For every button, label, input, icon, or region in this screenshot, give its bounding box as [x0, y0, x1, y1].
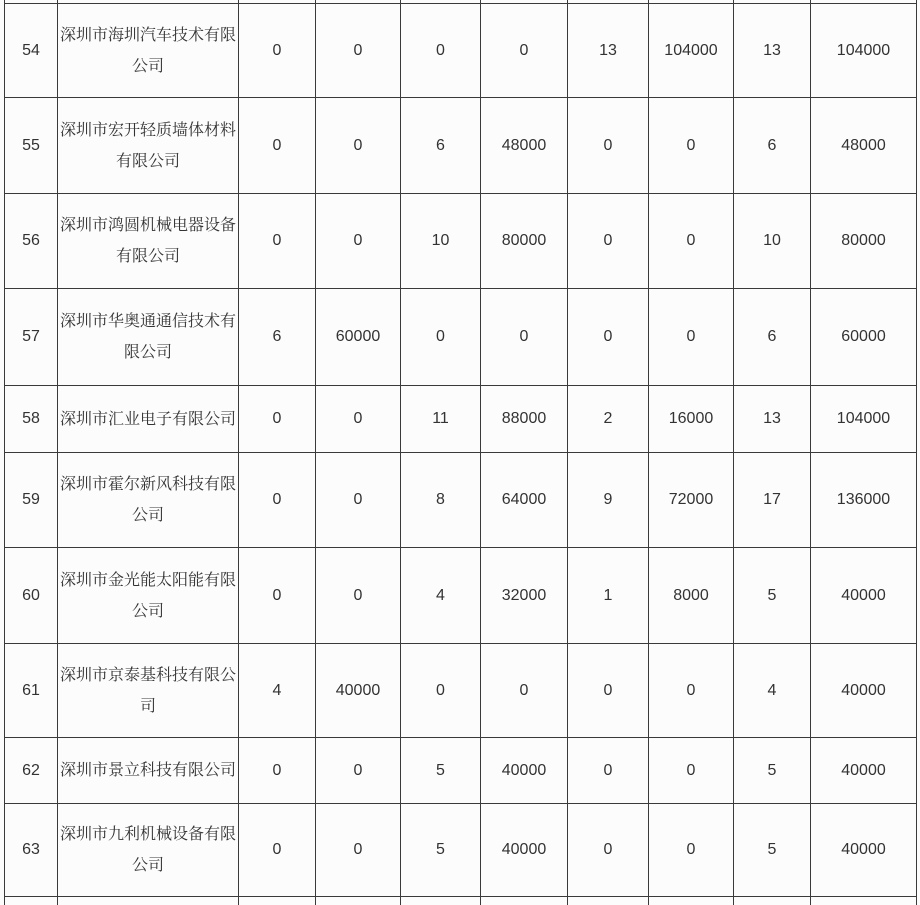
value-cell: 72000	[649, 453, 734, 548]
value-cell: 64000	[481, 453, 568, 548]
value-cell: 5	[401, 804, 481, 897]
empty-cell	[811, 897, 917, 905]
company-name-cell: 深圳市华奥通通信技术有限公司	[58, 289, 239, 386]
value-cell: 6	[401, 98, 481, 194]
value-cell: 0	[316, 453, 401, 548]
value-cell: 5	[734, 738, 811, 804]
value-cell: 9	[568, 453, 649, 548]
value-cell: 0	[316, 386, 401, 453]
empty-cell	[568, 897, 649, 905]
company-name-cell: 深圳市霍尔新风科技有限公司	[58, 453, 239, 548]
company-name-cell: 深圳市京泰基科技有限公司	[58, 644, 239, 738]
value-cell: 0	[649, 644, 734, 738]
value-cell: 17	[734, 453, 811, 548]
table-row	[5, 289, 917, 386]
value-cell: 136000	[811, 453, 917, 548]
value-cell: 0	[316, 738, 401, 804]
value-cell: 40000	[811, 548, 917, 644]
value-cell: 104000	[811, 4, 917, 98]
table-row	[5, 644, 917, 738]
table-row	[5, 386, 917, 453]
value-cell: 8	[401, 453, 481, 548]
value-cell: 4	[239, 644, 316, 738]
value-cell: 10	[734, 194, 811, 289]
value-cell: 0	[401, 289, 481, 386]
company-name-cell: 深圳市鸿圆机械电器设备有限公司	[58, 194, 239, 289]
value-cell: 32000	[481, 548, 568, 644]
value-cell: 13	[568, 4, 649, 98]
value-cell: 0	[401, 4, 481, 98]
value-cell: 88000	[481, 386, 568, 453]
value-cell: 40000	[316, 644, 401, 738]
table-row	[5, 98, 917, 194]
partial-row-bottom	[5, 897, 917, 905]
value-cell: 11	[401, 386, 481, 453]
row-number-cell: 54	[5, 4, 58, 98]
row-number-cell: 55	[5, 98, 58, 194]
value-cell: 40000	[481, 804, 568, 897]
value-cell: 0	[568, 289, 649, 386]
value-cell: 0	[239, 194, 316, 289]
value-cell: 40000	[811, 804, 917, 897]
row-number-cell: 59	[5, 453, 58, 548]
table-row	[5, 738, 917, 804]
value-cell: 5	[401, 738, 481, 804]
value-cell: 13	[734, 386, 811, 453]
value-cell: 0	[316, 98, 401, 194]
row-number-cell: 56	[5, 194, 58, 289]
empty-cell	[58, 897, 239, 905]
value-cell: 0	[568, 194, 649, 289]
value-cell: 0	[401, 644, 481, 738]
value-cell: 0	[649, 804, 734, 897]
value-cell: 0	[568, 804, 649, 897]
row-number-cell: 58	[5, 386, 58, 453]
value-cell: 0	[568, 98, 649, 194]
value-cell: 13	[734, 4, 811, 98]
row-number-cell: 62	[5, 738, 58, 804]
empty-cell	[401, 897, 481, 905]
value-cell: 80000	[811, 194, 917, 289]
value-cell: 40000	[811, 644, 917, 738]
value-cell: 80000	[481, 194, 568, 289]
value-cell: 2	[568, 386, 649, 453]
value-cell: 4	[734, 644, 811, 738]
value-cell: 0	[239, 548, 316, 644]
table-row	[5, 548, 917, 644]
value-cell: 1	[568, 548, 649, 644]
row-number-cell: 61	[5, 644, 58, 738]
value-cell: 0	[239, 386, 316, 453]
value-cell: 8000	[649, 548, 734, 644]
value-cell: 40000	[481, 738, 568, 804]
value-cell: 0	[316, 548, 401, 644]
value-cell: 0	[481, 4, 568, 98]
value-cell: 16000	[649, 386, 734, 453]
company-name-cell: 深圳市海圳汽车技术有限公司	[58, 4, 239, 98]
table-row	[5, 453, 917, 548]
value-cell: 0	[316, 804, 401, 897]
value-cell: 0	[481, 289, 568, 386]
value-cell: 0	[316, 194, 401, 289]
value-cell: 0	[649, 98, 734, 194]
company-name-cell: 深圳市景立科技有限公司	[58, 738, 239, 804]
value-cell: 6	[734, 98, 811, 194]
value-cell: 104000	[811, 386, 917, 453]
value-cell: 0	[239, 453, 316, 548]
value-cell: 0	[649, 289, 734, 386]
value-cell: 0	[239, 738, 316, 804]
value-cell: 6	[734, 289, 811, 386]
company-name-cell: 深圳市宏开轻质墙体材料有限公司	[58, 98, 239, 194]
value-cell: 40000	[811, 738, 917, 804]
row-number-cell: 57	[5, 289, 58, 386]
company-points-table	[4, 0, 917, 905]
empty-cell	[734, 897, 811, 905]
value-cell: 48000	[811, 98, 917, 194]
company-name-cell: 深圳市九利机械设备有限公司	[58, 804, 239, 897]
value-cell: 5	[734, 548, 811, 644]
table-row	[5, 804, 917, 897]
empty-cell	[649, 897, 734, 905]
value-cell: 60000	[811, 289, 917, 386]
empty-cell	[316, 897, 401, 905]
value-cell: 0	[316, 4, 401, 98]
value-cell: 0	[239, 804, 316, 897]
value-cell: 0	[239, 4, 316, 98]
value-cell: 10	[401, 194, 481, 289]
company-name-cell: 深圳市汇业电子有限公司	[58, 386, 239, 453]
value-cell: 0	[239, 98, 316, 194]
value-cell: 0	[481, 644, 568, 738]
value-cell: 0	[649, 194, 734, 289]
row-number-cell: 63	[5, 804, 58, 897]
value-cell: 60000	[316, 289, 401, 386]
value-cell: 4	[401, 548, 481, 644]
value-cell: 0	[568, 644, 649, 738]
value-cell: 0	[649, 738, 734, 804]
value-cell: 5	[734, 804, 811, 897]
company-name-cell: 深圳市金光能太阳能有限公司	[58, 548, 239, 644]
value-cell: 6	[239, 289, 316, 386]
value-cell: 104000	[649, 4, 734, 98]
value-cell: 48000	[481, 98, 568, 194]
empty-cell	[481, 897, 568, 905]
table-row	[5, 194, 917, 289]
value-cell: 0	[568, 738, 649, 804]
row-number-cell: 60	[5, 548, 58, 644]
empty-cell	[5, 897, 58, 905]
empty-cell	[239, 897, 316, 905]
table-row	[5, 4, 917, 98]
